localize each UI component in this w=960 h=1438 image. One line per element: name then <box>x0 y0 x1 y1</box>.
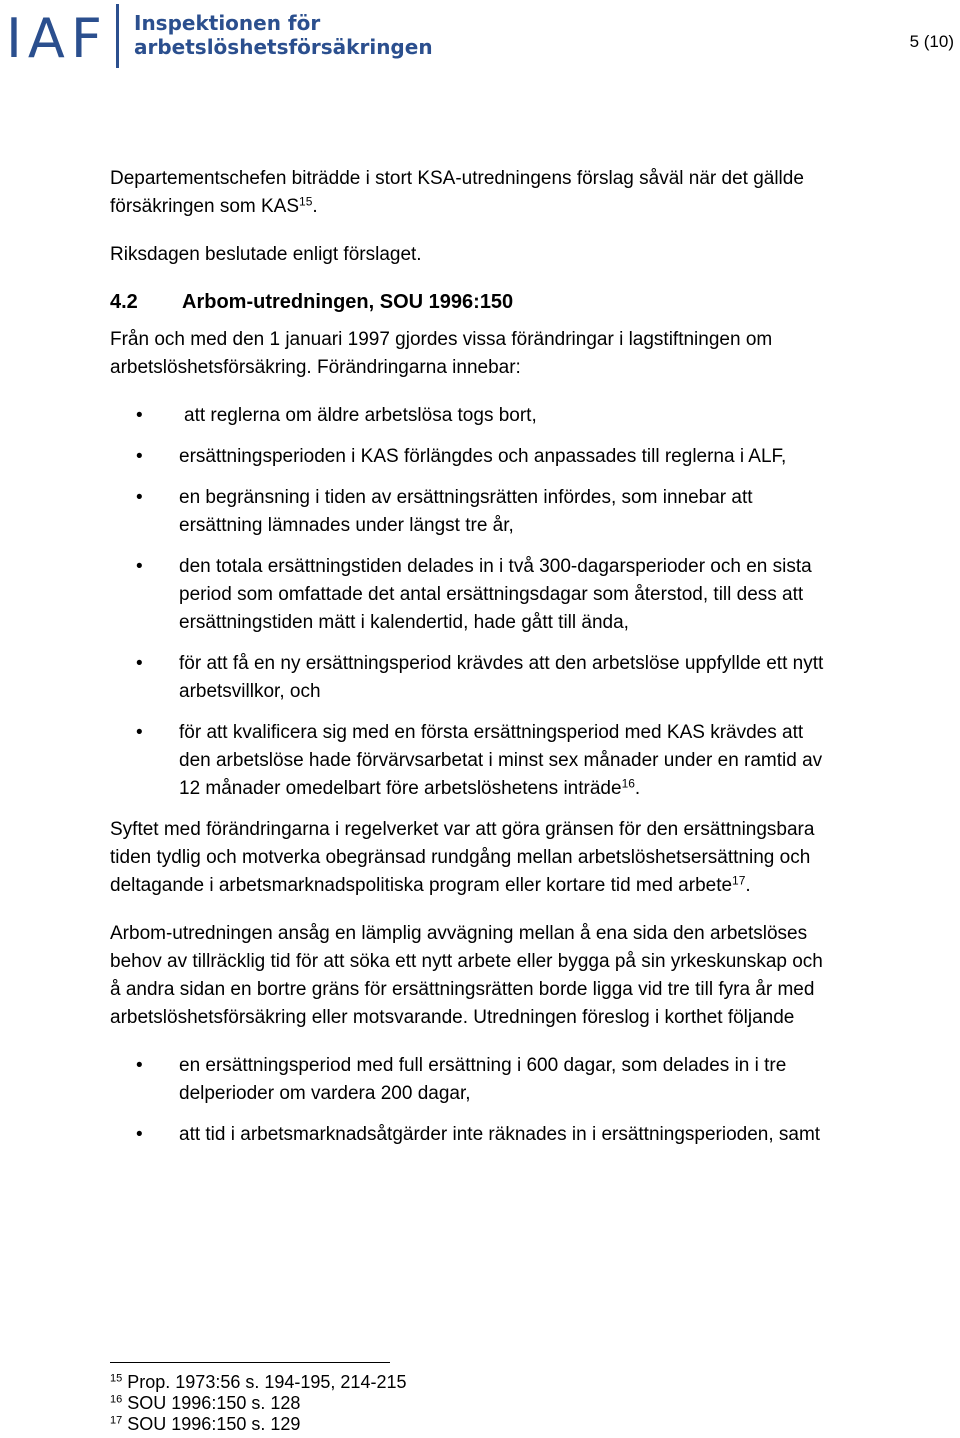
logo-divider <box>116 4 119 68</box>
bullet-icon: • <box>136 1055 143 1076</box>
list-item: • en ersättningsperiod med full ersättning i 600 dagar, som delades in i tre delperioder om vardera 200 dagar, <box>110 1052 838 1108</box>
paragraph-1: Departementschefen biträdde i stort KSA-utredningens förslag såväl när det gällde försäkringen som KAS$^{15}$. <box>110 168 804 217</box>
bullet-icon: • <box>136 405 143 426</box>
bullet-icon: • <box>136 487 143 508</box>
logo-line-1: Inspektionen för <box>134 11 321 35</box>
footnote-separator <box>110 1362 390 1363</box>
list-item: • den totala ersättningstiden delades in i två 300-dagarsperioder och en sista period som omfattade det antal ersättningsdagar som återstod, till dess att ersättningstiden mätt i kalendertid, hade gått till ända, <box>110 553 838 637</box>
bullet-icon: • <box>136 446 143 467</box>
footnote: $^{16}$ SOU 1996:150 s. 128 <box>110 1393 301 1413</box>
list-item: • att reglerna om äldre arbetslösa togs bort, <box>110 402 838 430</box>
footnote: $^{15}$ Prop. 1973:56 s. 194-195, 214-215 <box>110 1372 407 1392</box>
bullet-icon: • <box>136 653 143 674</box>
list-item: • ersättningsperioden i KAS förlängdes och anpassades till reglerna i ALF, <box>110 443 838 471</box>
list-item: • för att kvalificera sig med en första ersättningsperiod med KAS krävdes att den arbetslöse hade förvärvsarbetat i minst sex månader under en ramtid av 12 månader omedelbart före arbetslöshetens inträde$^{16}$. <box>110 719 838 803</box>
proposal-list <box>110 1052 838 1149</box>
paragraph-4: Syftet med förändringarna i regelverket var att göra gränsen för den ersättningsbara tiden tydlig och motverka obegränsad rundgång mellan arbetslöshetsersättning och deltagande i arbetsmarknadspolitiska program eller kortare tid med arbete$^{17}$. <box>110 819 815 896</box>
footnote-ref-16: 16 <box>621 776 635 791</box>
change-list <box>110 402 838 803</box>
page-number: 5 (10) <box>909 32 954 51</box>
footnote: $^{17}$ SOU 1996:150 s. 129 <box>110 1414 301 1434</box>
paragraph-2: Riksdagen beslutade enligt förslaget. <box>110 244 422 265</box>
section-title: Arbom-utredningen, SOU 1996:150 <box>182 291 514 313</box>
bullet-icon: • <box>136 1124 143 1145</box>
bullet-icon: • <box>136 722 143 743</box>
footnote-ref-15: 15 <box>299 194 313 209</box>
bullet-icon: • <box>136 556 143 577</box>
footnote-ref-17: 17 <box>732 873 746 888</box>
section-heading <box>110 288 838 316</box>
logo-mark: IAF <box>6 7 108 70</box>
list-item: • för att få en ny ersättningsperiod krävdes att den arbetslöse uppfyllde ett nytt arbetsvillkor, och <box>110 650 838 706</box>
logo-line-2: arbetslöshetsförsäkringen <box>134 35 433 59</box>
section-number: 4.2 <box>110 291 138 313</box>
logo-text <box>134 11 433 59</box>
document-body <box>110 165 838 1149</box>
footnotes <box>110 1372 406 1435</box>
paragraph-3: Från och med den 1 januari 1997 gjordes vissa förändringar i lagstiftningen om arbetslöshetsförsäkring. Förändringarna innebar: <box>110 329 773 378</box>
paragraph-5: Arbom-utredningen ansåg en lämplig avvägning mellan å ena sida den arbetslöses behov av tillräcklig tid för att söka ett nytt arbete eller bygga på sin yrkeskunskap och å andra sidan en bortre gräns för ersättningsrätten borde ligga vid tre till fyra år med arbetslöshetsförsäkring eller motsvarande. Utredningen föreslog i korthet följande <box>110 923 823 1028</box>
list-item: • att tid i arbetsmarknadsåtgärder inte räknades in i ersättningsperioden, samt <box>110 1121 838 1149</box>
list-item: • en begränsning i tiden av ersättningsrätten infördes, som innebar att ersättning lämnades under längst tre år, <box>110 484 838 540</box>
